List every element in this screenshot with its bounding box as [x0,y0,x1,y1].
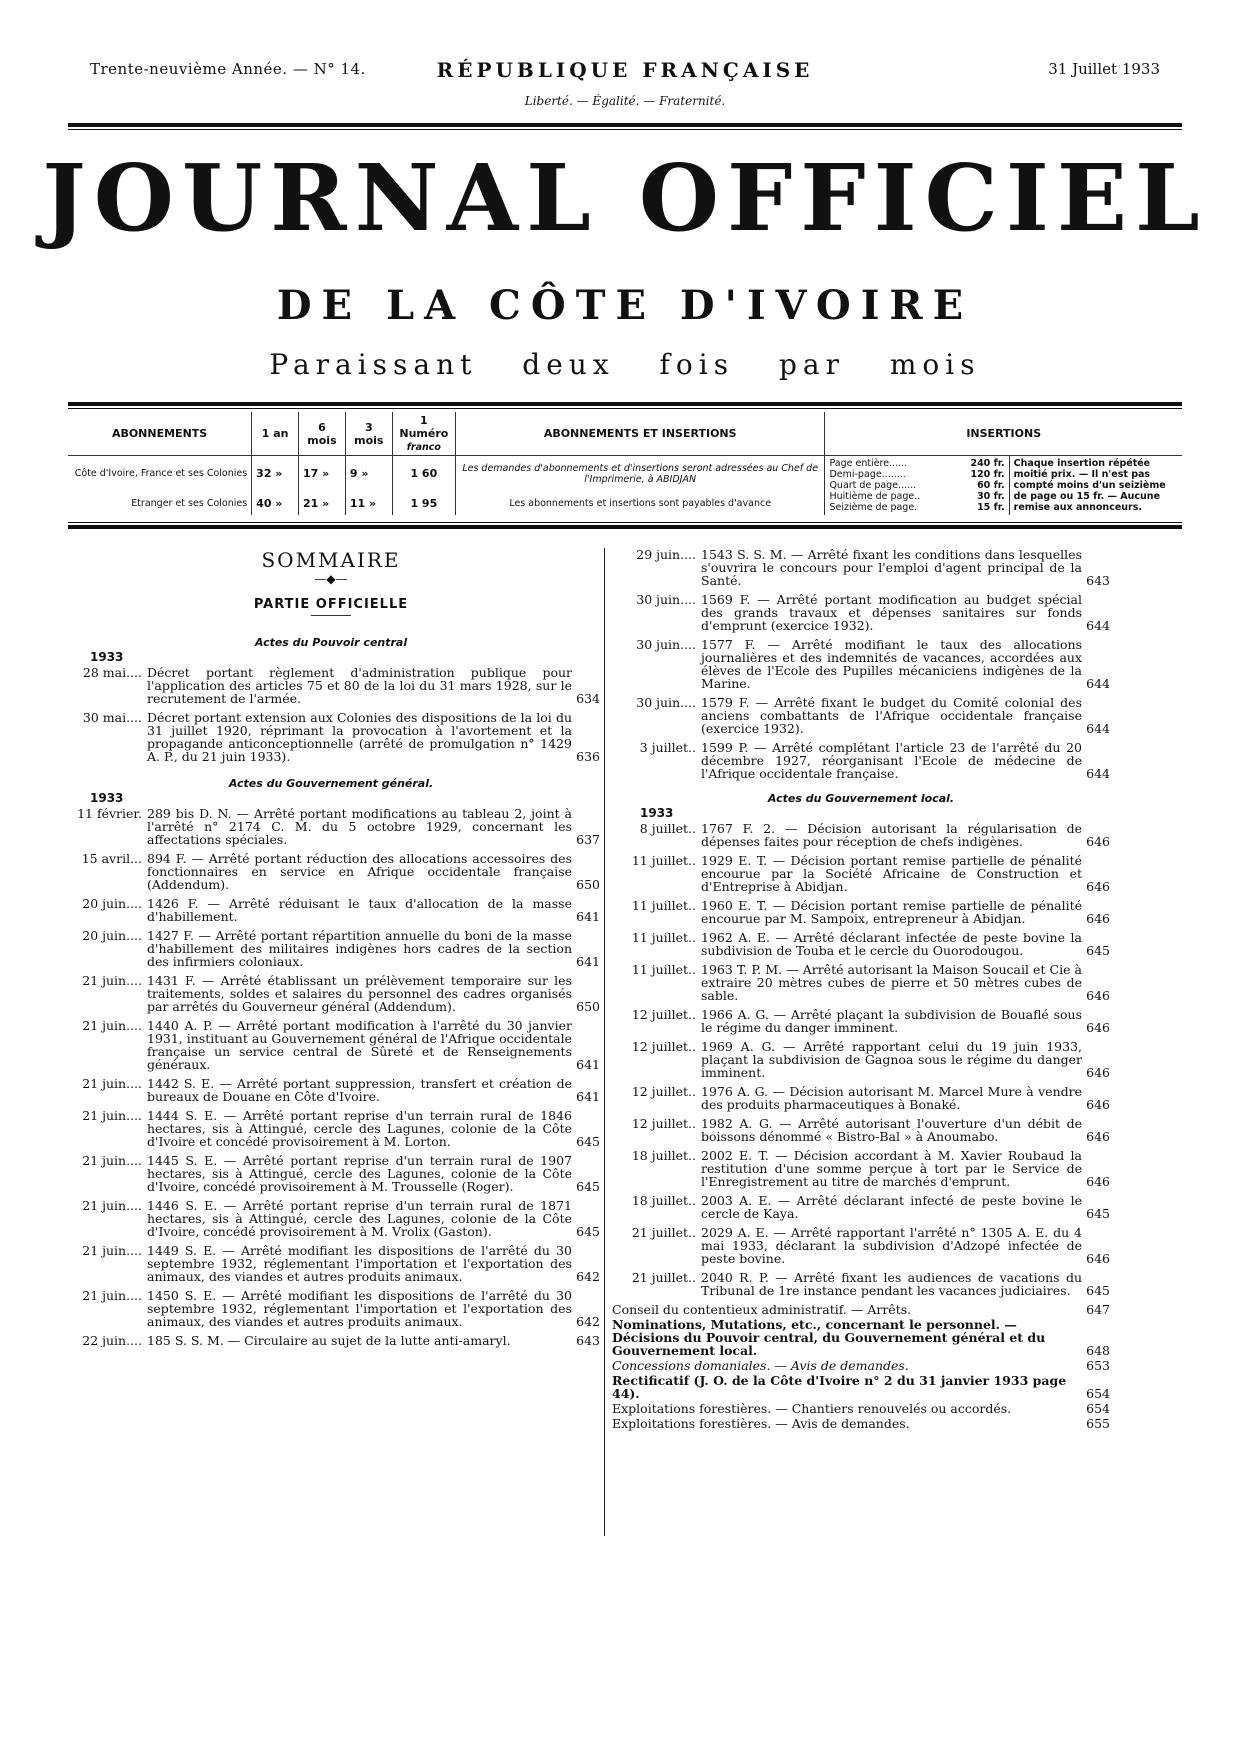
misc-entry [612,1374,1110,1400]
misc-text: Rectificatif (J. O. de la Côte d'Ivoire n° 2 du 31 janvier 1933 page 44). [612,1373,1067,1401]
entry-date: 21 juin.... [82,1154,142,1168]
misc-page: 647 [1086,1302,1110,1317]
entry-text: 1969 A. G. — Arrêté rapportant celui du 19 juin 1933, plaçant la subdivision de Gagnoa sous le régime du danger imminent. [701,1039,1082,1080]
entry-date: 15 avril... [81,852,142,866]
toc-entry [612,638,1110,690]
entry-text: 1569 F. — Arrêté portant modification au budget spécial des grands travaux et dépenses sanitaires sur fonds d'emprunt (exercice 1932). [701,592,1082,633]
entry-date: 30 juin.... [636,593,696,607]
entry-page: 644 [1086,721,1110,736]
header-bar [90,58,1160,82]
entry-text: 1440 A. P. — Arrêté portant modification à l'arrêté du 30 janvier 1931, instituant au Gouvernement général de l'Afrique occidentale française un service central de Sûreté et de Renseignements généraux. [147,1018,572,1072]
toc-entry [612,1085,1110,1111]
toc-entry [62,1289,600,1328]
entry-text: 1445 S. E. — Arrêté portant reprise d'un terrain rural de 1907 hectares, sis à Attingué, cercle des Lagunes, colonie de la Côte d'Ivoire, concédé provisoirement à M. Trousselle (Roger). [147,1153,572,1194]
entry-page: 645 [576,1224,600,1239]
entry-page: 646 [1086,1020,1110,1035]
entry-text: 1963 T. P. M. — Arrêté autorisant la Maison Soucail et Cie à extraire 20 mètres cubes de pierre et 50 mètres cubes de sable. [701,962,1082,1003]
rate-row [829,458,1004,469]
row1-1an: 32 » [252,456,299,492]
misc-entry [612,1359,1110,1372]
entry-date: 8 juillet.. [639,822,696,836]
table-top-rule [68,402,1182,406]
motto: Liberté. — Égalité. — Fraternité. [524,94,726,108]
entry-page: 645 [576,1134,600,1149]
misc-entry [612,1417,1110,1430]
misc-text: Nominations, Mutations, etc., concernant le personnel. — Décisions du Pouvoir central, du Gouvernement général et du Gouvernement local. [612,1317,1046,1358]
sommaire-title: SOMMAIRE [261,548,401,572]
entry-page: 646 [1086,1097,1110,1112]
entry-date: 30 juin.... [636,696,696,710]
rate-label: Seizième de page. [829,502,918,513]
section-gouvernement-local: Actes du Gouvernement local. [767,792,955,805]
toc-entry [62,666,600,705]
entry-page: 646 [1086,879,1110,894]
entry-page: 643 [1086,573,1110,588]
toc-entry [612,1226,1110,1265]
toc-entry [612,548,1110,587]
rate-label: Demi-page........ [829,469,906,480]
entry-text: 1446 S. E. — Arrêté portant reprise d'un terrain rural de 1871 hectares, sis à Attingué, cercle des Lagunes, colonie de la Côte d'Ivoire, concédé provisoirement à M. Vrolix (Gaston). [147,1198,572,1239]
entry-date: 28 mai.... [82,666,142,680]
table-bottom-rule [68,525,1182,529]
toc-entry [612,822,1110,848]
misc-text: Concessions domaniales. — Avis de demandes. [612,1358,909,1373]
entry-page: 645 [1086,1283,1110,1298]
entry-text: 1431 F. — Arrêté établissant un prélèvement temporaire sur les traitements, soldes et salaires du personnel des cadres organisés par arrêtés du Gouverneur général (Addendum). [147,973,572,1014]
entry-date: 21 juin.... [82,1077,142,1091]
entry-page: 644 [1086,676,1110,691]
table-bottom-rule-thin [68,522,1182,523]
rate-label: Quart de page...... [829,480,917,491]
misc-page: 653 [1086,1358,1110,1373]
short-rule [311,615,351,616]
entry-text: 1442 S. E. — Arrêté portant suppression, transfert et création de bureaux de Douane en Côte d'Ivoire. [147,1076,572,1104]
entry-date: 21 juin.... [82,974,142,988]
entry-text: 2003 A. E. — Arrêté déclarant infecté de peste bovine le cercle de Kaya. [701,1193,1082,1221]
misc-text: Exploitations forestières. — Chantiers renouvelés ou accordés. [612,1401,1012,1416]
row1-label: Côte d'Ivoire, France et ses Colonies [74,468,248,480]
entry-page: 645 [1086,943,1110,958]
toc-entry [62,1244,600,1283]
rate-label: Huitième de page.. [829,491,921,502]
toc-entry [62,929,600,968]
misc-entry [612,1303,1110,1316]
entry-page: 642 [576,1269,600,1284]
general-cont-list [612,548,1110,780]
rate-row [829,469,1004,480]
year-label: 1933 [640,806,674,820]
issue-number: Trente-neuvième Année. — N° 14. [90,60,366,78]
entry-date: 11 juillet.. [631,899,696,913]
entry-date: 11 juillet.. [631,963,696,977]
entry-text: 1982 A. G. — Arrêté autorisant l'ouverture d'un débit de boissons dénommé « Bistro-Bal » à Anoumabo. [701,1116,1082,1144]
rate-list [825,456,1009,516]
entry-text: 1449 S. E. — Arrêté modifiant les dispositions de l'arrêté du 30 septembre 1932, réglementant l'importation et l'exportation des animaux, des viandes et autres produits animaux. [147,1243,572,1284]
entry-page: 636 [576,749,600,764]
entry-date: 20 juin.... [82,897,142,911]
entry-page: 650 [576,999,600,1014]
entry-text: 1427 F. — Arrêté portant répartition annuelle du boni de la masse d'habillement des militaires indigènes hors cadres de la section des infirmiers coloniaux. [147,928,572,969]
rate-label: Page entière...... [829,458,908,469]
republic-label: RÉPUBLIQUE FRANÇAISE [436,58,814,82]
toc-entry [612,1040,1110,1079]
general-list [62,807,600,1347]
rate-row [829,480,1004,491]
entry-text: 1599 P. — Arrêté complétant l'article 23 de l'arrêté du 20 décembre 1927, réorganisant l'Ecole de médecine de l'Afrique occidentale française. [701,740,1082,781]
toc-entry [612,1117,1110,1143]
toc-entry [62,1019,600,1071]
entry-date: 18 juillet.. [631,1194,696,1208]
rate-row [829,491,1004,502]
entry-page: 646 [1086,834,1110,849]
note-payable: Les abonnements et insertions sont payables d'avance [455,492,825,515]
entry-text: 1960 E. T. — Décision portant remise partielle de pénalité encourue par M. Sampoix, entrepreneur à Abidjan. [701,898,1082,926]
row2-6mois: 21 » [299,492,346,515]
entry-page: 644 [1086,618,1110,633]
toc-entry [612,931,1110,957]
entry-date: 21 juin.... [82,1109,142,1123]
entry-text: 289 bis D. N. — Arrêté portant modifications au tableau 2, joint à l'arrêté n° 2174 C. M. du 5 octobre 1929, concernant les affectations spéciales. [147,806,572,847]
entry-page: 637 [576,832,600,847]
toc-entry [612,593,1110,632]
toc-entry [612,1149,1110,1188]
entry-text: 1929 E. T. — Décision portant remise partielle de pénalité encourue par la Société Africaine de Construction et d'Entreprise à Abidjan. [701,853,1082,894]
column-divider [604,548,605,1536]
table-top-rule-thin [68,408,1182,409]
entry-page: 641 [576,954,600,969]
header-rule-thin [68,129,1182,130]
entry-text: 1450 S. E. — Arrêté modifiant les dispositions de l'arrêté du 30 septembre 1932, réglementant l'importation et l'exportation des animaux, des viandes et autres produits animaux. [147,1288,572,1329]
toc-entry [612,741,1110,780]
toc-entry [612,963,1110,1002]
toc-entry [612,696,1110,735]
row1-6mois: 17 » [299,456,346,492]
entry-text: Décret portant règlement d'administration publique pour l'application des articles 75 et 80 de la loi du 31 mars 1928, sur le recrutement de l'armée. [147,665,572,706]
entry-text: 1543 S. S. M. — Arrêté fixant les conditions dans lesquelles s'ouvrira le concours pour l'emploi d'agent principal de la Santé. [701,547,1082,588]
toc-entry [62,711,600,763]
entry-date: 12 juillet.. [631,1085,696,1099]
partie-officielle: PARTIE OFFICIELLE [253,597,409,612]
entry-date: 3 juillet.. [639,741,696,755]
misc-page: 655 [1086,1416,1110,1431]
entry-page: 644 [1086,766,1110,781]
toc-entry [612,1194,1110,1220]
entry-text: 2002 E. T. — Décision accordant à M. Xavier Roubaud la restitution d'une somme perçue à tort par le Service de l'Enregistrement au titre de marchés d'emprunt. [701,1148,1082,1189]
entry-page: 646 [1086,1251,1110,1266]
misc-text: Exploitations forestières. — Avis de demandes. [612,1416,910,1431]
misc-text: Conseil du contentieux administratif. — Arrêts. [612,1302,912,1317]
entry-date: 12 juillet.. [631,1040,696,1054]
toc-entry [62,852,600,891]
entry-page: 645 [1086,1206,1110,1221]
sommaire-separator: —◆— [314,572,348,586]
entry-text: 1966 A. G. — Arrêté plaçant la subdivision de Bouaflé sous le régime du danger imminent. [701,1007,1082,1035]
toc-entry [612,899,1110,925]
row1-num: 1 60 [392,456,455,492]
journal-subtitle: DE LA CÔTE D'IVOIRE [276,282,974,329]
row2-3mois: 11 » [345,492,392,515]
entry-page: 641 [576,1089,600,1104]
central-list [62,666,600,763]
year-label: 1933 [90,791,124,805]
entry-page: 645 [576,1179,600,1194]
note-addresses: Les demandes d'abonnements et d'insertions seront adressées au Chef de l'Imprimerie, à ABIDJAN [455,456,825,492]
h-1an: 1 an [252,412,299,456]
entry-text: 2029 A. E. — Arrêté rapportant l'arrêté n° 1305 A. E. du 4 mai 1933, déclarant la subdivision d'Adzopé infectée de peste bovine. [701,1225,1082,1266]
entry-date: 22 juin.... [82,1334,142,1347]
row2-1an: 40 » [252,492,299,515]
rate-row [829,502,1004,513]
header-rule [68,123,1182,127]
entry-date: 20 juin.... [82,929,142,943]
entry-page: 650 [576,877,600,892]
entry-date: 21 juin.... [82,1019,142,1033]
entry-date: 12 juillet.. [631,1008,696,1022]
entry-date: 21 juillet.. [631,1271,696,1285]
entry-date: 21 juillet.. [631,1226,696,1240]
rate-price: 240 fr. [970,458,1005,469]
h-6mois: 6 mois [299,412,346,456]
entry-page: 646 [1086,988,1110,1003]
misc-page: 654 [1086,1401,1110,1416]
entry-date: 21 juin.... [82,1289,142,1303]
entry-page: 642 [576,1314,600,1329]
row2-num: 1 95 [392,492,455,515]
section-gouvernement-general: Actes du Gouvernement général. [228,777,434,790]
entry-page: 646 [1086,911,1110,926]
entry-date: 11 février. [77,807,142,821]
entry-text: 1444 S. E. — Arrêté portant reprise d'un terrain rural de 1846 hectares, sis à Attingué, cercle des Lagunes, colonie de la Côte d'Ivoire et concédé provisoirement à M. Lorton. [147,1108,572,1149]
rate-price: 60 fr. [977,480,1005,491]
entry-page: 646 [1086,1129,1110,1144]
entry-page: 643 [576,1333,600,1348]
toc-entry [62,807,600,846]
entry-text: 1579 F. — Arrêté fixant le budget du Comité colonial des anciens combattants de l'Afrique occidentale française (exercice 1932). [701,695,1082,736]
entry-date: 12 juillet.. [631,1117,696,1131]
local-list [612,822,1110,1297]
toc-entry [612,854,1110,893]
row1-3mois: 9 » [345,456,392,492]
entry-date: 18 juillet.. [631,1149,696,1163]
toc-entry [62,974,600,1013]
misc-page: 648 [1086,1343,1110,1358]
journal-title: JOURNAL OFFICIEL [42,144,1208,252]
entry-date: 30 mai.... [82,711,142,725]
entry-text: 1767 F. 2. — Décision autorisant la régularisation de dépenses faites pour réception de chefs indigènes. [701,821,1082,849]
toc-entry [62,1154,600,1193]
h-numero: 1 Numéro franco [392,412,455,456]
section-pouvoir-central: Actes du Pouvoir central [254,636,408,649]
insertion-note: Chaque insertion répétée moitié prix. — Il n'est pas compté moins d'un seizième de page ou 15 fr. — Aucune remise aux annonceurs. [1009,456,1182,516]
subscription-table [68,412,1182,515]
toc-entry [62,1109,600,1148]
h-3mois: 3 mois [345,412,392,456]
entry-date: 21 juin.... [82,1199,142,1213]
toc-entry [62,1077,600,1103]
misc-list [612,1303,1110,1430]
toc-entry [62,1199,600,1238]
entry-text: 2040 R. P. — Arrêté fixant les audiences de vacations du Tribunal de 1re instance pendant les vacances judiciaires. [701,1270,1082,1298]
entry-text: 1577 F. — Arrêté modifiant le taux des allocations journalières et des indemnités de vacances, accordées aux élèves de l'Ecole des Pupilles mécaniciens indigènes de la Marine. [701,637,1082,691]
entry-text: 894 F. — Arrêté portant réduction des allocations accessoires des fonctionnaires en service en Afrique occidentale française (Addendum). [147,851,572,892]
entry-date: 30 juin.... [636,638,696,652]
sommaire-right-column [612,548,1110,1432]
entry-page: 646 [1086,1065,1110,1080]
rate-price: 120 fr. [970,469,1005,480]
entry-page: 641 [576,909,600,924]
row2-label: Etranger et ses Colonies [131,497,248,509]
entry-date: 21 juin.... [82,1244,142,1258]
entry-text: Décret portant extension aux Colonies des dispositions de la loi du 31 juillet 1920, réprimant la provocation à l'avortement et la propagande anticonceptionnelle (arrêté de promulgation n° 1429 A. P., du 21 juin 1933). [147,710,572,764]
misc-page: 654 [1086,1386,1110,1401]
rate-price: 30 fr. [977,491,1005,502]
entry-text: 1962 A. E. — Arrêté déclarant infectée de peste bovine la subdivision de Touba et le cercle du Ouorodougou. [701,930,1082,958]
rate-price: 15 fr. [977,502,1005,513]
frequency-tagline: Paraissant deux fois par mois [269,348,981,381]
entry-page: 646 [1086,1174,1110,1189]
entry-date: 29 juin.... [636,548,696,562]
toc-entry [612,1008,1110,1034]
entry-date: 11 juillet.. [631,854,696,868]
entry-text: 1426 F. — Arrêté réduisant le taux d'allocation de la masse d'habillement. [147,896,572,924]
entry-text: 185 S. S. M. — Circulaire au sujet de la lutte anti-amaryl. [147,1333,511,1348]
h-ab-ins: ABONNEMENTS ET INSERTIONS [455,412,825,456]
sommaire-left-column [62,548,600,1353]
misc-entry [612,1402,1110,1415]
h-insertions: INSERTIONS [825,412,1182,456]
toc-entry [62,1334,600,1347]
entry-text: 1976 A. G. — Décision autorisant M. Marcel Mure à vendre des produits pharmaceutiques à Bonaké. [701,1084,1082,1112]
entry-date: 11 juillet.. [631,931,696,945]
entry-page: 634 [576,691,600,706]
entry-page: 641 [576,1057,600,1072]
h-abonnements: ABONNEMENTS [68,412,252,456]
issue-date: 31 Juillet 1933 [1048,60,1160,78]
toc-entry [62,897,600,923]
misc-entry [612,1318,1110,1357]
year-label: 1933 [90,650,124,664]
toc-entry [612,1271,1110,1297]
